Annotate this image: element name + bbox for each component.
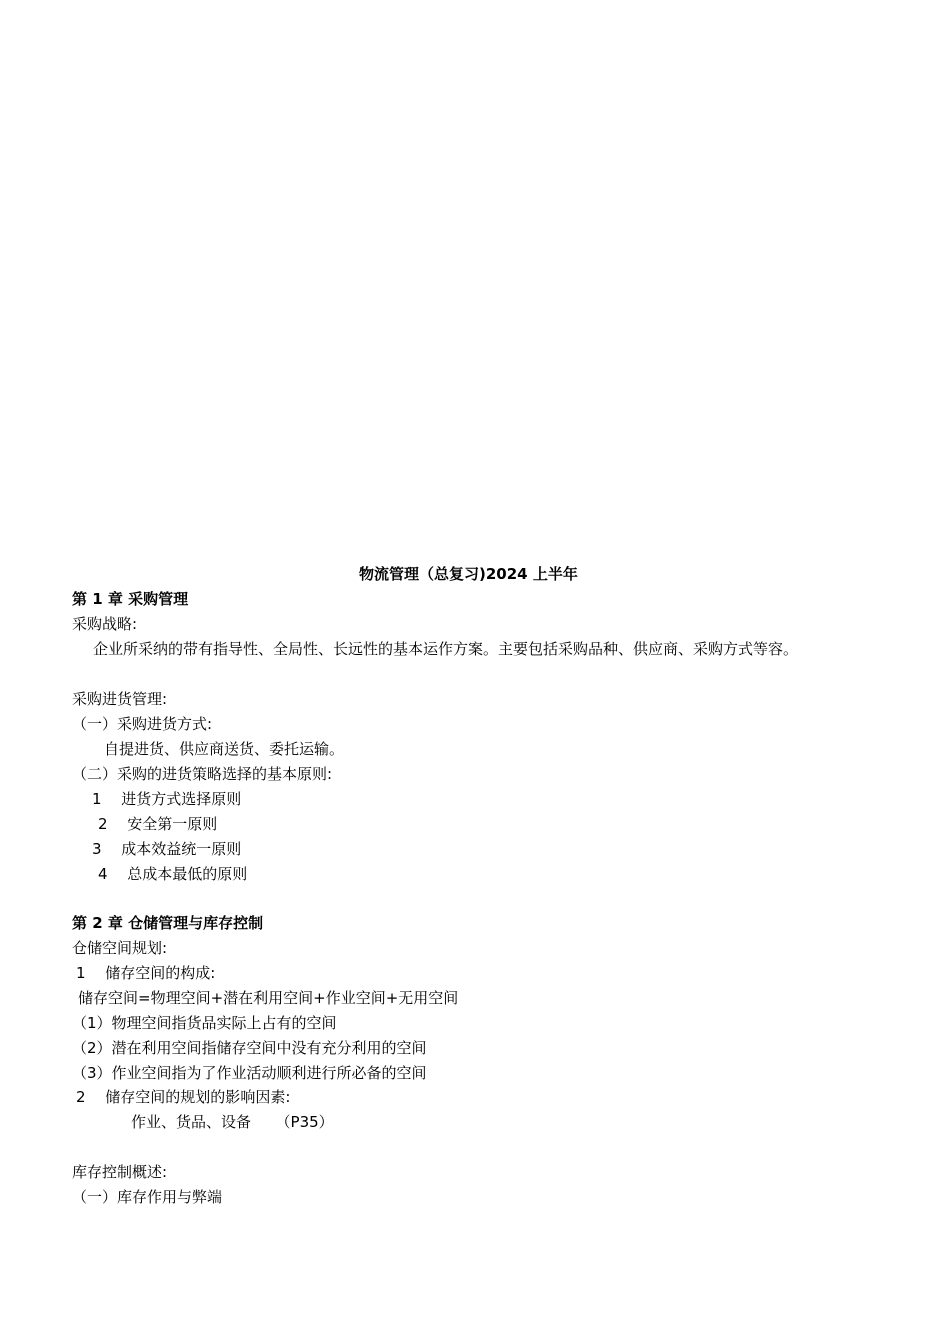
strategy-label: 采购战略: — [72, 615, 138, 633]
principle-heading: （二）采购的进货策略选择的基本原则: — [72, 765, 333, 783]
principle-item: 4 总成本最低的原则 — [98, 865, 248, 883]
chapter-2-heading: 第 2 章 仓储管理与库存控制 — [72, 914, 264, 932]
document-title: 物流管理（总复习)2024 上半年 — [359, 565, 578, 583]
principle-item: 2 安全第一原则 — [98, 815, 218, 833]
principle-item: 3 成本效益统一原则 — [92, 840, 242, 858]
space-label: 仓储空间规划: — [72, 939, 168, 957]
intake-label: 采购进货管理: — [72, 690, 168, 708]
composition-heading: 1 储存空间的构成: — [76, 964, 216, 982]
factor-text: 作业、货品、设备 （P35） — [131, 1113, 334, 1131]
space-item: （2）潜在利用空间指储存空间中没有充分利用的空间 — [72, 1039, 427, 1057]
space-item: （3）作业空间指为了作业活动顺利进行所必备的空间 — [72, 1064, 427, 1082]
space-formula: 储存空间=物理空间+潜在利用空间+作业空间+无用空间 — [78, 989, 459, 1007]
principle-item: 1 进货方式选择原则 — [92, 790, 242, 808]
chapter-1-heading: 第 1 章 采购管理 — [72, 590, 189, 608]
inventory-item: （一）库存作用与弊端 — [72, 1188, 223, 1206]
space-item: （1）物理空间指货品实际上占有的空间 — [72, 1014, 337, 1032]
factor-heading: 2 储存空间的规划的影响因素: — [76, 1088, 291, 1106]
mode-heading: （一）采购进货方式: — [72, 715, 213, 733]
mode-text: 自提进货、供应商送货、委托运输。 — [104, 740, 345, 758]
strategy-text: 企业所采纳的带有指导性、全局性、长远性的基本运作方案。主要包括采购品种、供应商、采购方式等容。 — [93, 640, 799, 658]
inventory-label: 库存控制概述: — [72, 1163, 168, 1181]
